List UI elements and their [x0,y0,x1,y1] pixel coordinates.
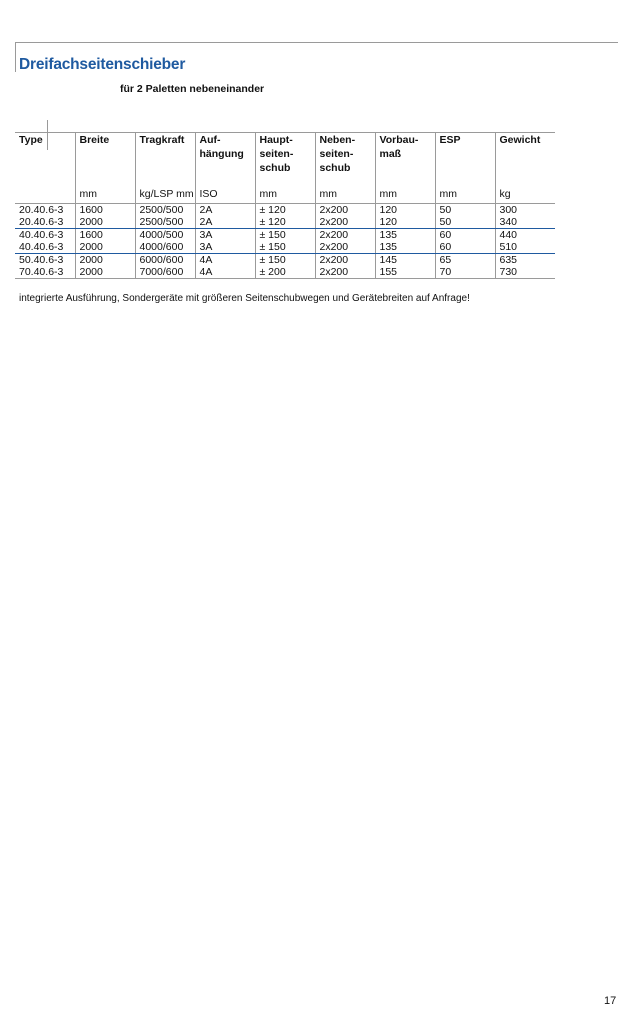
table-cell: ± 150 [255,229,315,242]
table-cell: 70 [435,266,495,279]
table-cell: 2500/500 [135,204,195,217]
table-cell: 145 [375,254,435,267]
table-cell: 4A [195,266,255,279]
unit-cell [15,187,75,204]
header-spacer-cell [435,175,495,187]
column-header: Gewicht [495,133,555,176]
table-cell: 20.40.6-3 [19,204,64,216]
unit-cell: mm [435,187,495,204]
table-cell: 2000 [75,216,135,229]
table-cell: 2500/500 [135,216,195,229]
table-cell: 1600 [75,229,135,242]
table-row [15,229,555,242]
table-cell: 50.40.6-3 [19,254,64,266]
table-cell: ± 120 [255,216,315,229]
table-cell: 730 [495,266,555,279]
table-cell: 2A [195,204,255,217]
header-spacer-cell [135,175,195,187]
column-header: Haupt- seiten- schub [255,133,315,176]
table-cell: 135 [375,229,435,242]
header-spacer-cell [315,175,375,187]
table-cell: 6000/600 [135,254,195,267]
table-cell: 50 [435,216,495,229]
table-cell: 7000/600 [135,266,195,279]
table-cell: 60 [435,241,495,254]
unit-cell: mm [315,187,375,204]
table-cell: 2000 [75,254,135,267]
table-cell: 2000 [75,266,135,279]
header-spacer-row [15,175,555,187]
table-cell: 1600 [75,204,135,217]
table-cell: 65 [435,254,495,267]
unit-cell: kg/LSP mm [135,187,195,204]
table-header [15,133,555,204]
table-cell: 2x200 [315,266,375,279]
table-cell: ± 150 [255,254,315,267]
unit-cell: mm [75,187,135,204]
table-cell: 2x200 [315,254,375,267]
table-cell: 4A [195,254,255,267]
table-row [15,254,555,267]
header-spacer-cell [495,175,555,187]
unit-cell: ISO [195,187,255,204]
unit-cell: kg [495,187,555,204]
page-title: Dreifachseitenschieber [19,56,186,73]
table-cell: 20.40.6-3 [15,216,75,229]
table-cell: 300 [495,204,555,217]
specs-table-container [15,132,555,279]
table-row [15,204,555,217]
page-subtitle: für 2 Paletten nebeneinander [120,83,265,95]
table-cell: 340 [495,216,555,229]
table-cell: 70.40.6-3 [15,266,75,279]
left-frame-rule [15,42,16,72]
column-header: Type [15,133,75,176]
table-cell: ± 120 [255,204,315,217]
table-cell: ± 150 [255,241,315,254]
header-spacer-cell [195,175,255,187]
table-cell: ± 200 [255,266,315,279]
column-header: Auf- hängung [195,133,255,176]
table-cell: 40.40.6-3 [15,241,75,254]
table-cell: 440 [495,229,555,242]
table-cell: 3A [195,241,255,254]
table-cell: 120 [375,216,435,229]
table-cell: 40.40.6-3 [19,229,64,241]
table-cell: 2x200 [315,216,375,229]
page-number: 17 [604,995,617,1007]
table-cell: 2x200 [315,241,375,254]
table-cell: 50 [435,204,495,217]
table-row [15,266,555,279]
table-cell: 2000 [75,241,135,254]
table-cell: 510 [495,241,555,254]
column-header: ESP [435,133,495,176]
table-cell: 135 [375,241,435,254]
header-spacer-cell [75,175,135,187]
table-cell: 60 [435,229,495,242]
column-header: Breite [75,133,135,176]
units-row [15,187,555,204]
column-header: Tragkraft [135,133,195,176]
table-cell: 4000/500 [135,229,195,242]
header-spacer-cell [255,175,315,187]
table-cell: 635 [495,254,555,267]
table-cell: 2x200 [315,204,375,217]
unit-cell: mm [255,187,315,204]
header-spacer-cell [375,175,435,187]
column-header: Neben- seiten- schub [315,133,375,176]
unit-cell: mm [375,187,435,204]
top-frame-rule [15,42,618,43]
specs-table [15,132,555,279]
table-cell: 4000/600 [135,241,195,254]
table-cell: 3A [195,229,255,242]
table-cell: 2x200 [315,229,375,242]
table-body [15,204,555,279]
column-header: Vorbau- maß [375,133,435,176]
header-row [15,133,555,176]
table-cell: 120 [375,204,435,217]
table-cell: 2A [195,216,255,229]
header-spacer-cell [15,175,75,187]
table-row [15,216,555,229]
table-row [15,241,555,254]
table-cell: 155 [375,266,435,279]
footnote: integrierte Ausführung, Sondergeräte mit größeren Seitenschubwegen und Gerätebreiten auf Anfrage! [19,293,470,304]
